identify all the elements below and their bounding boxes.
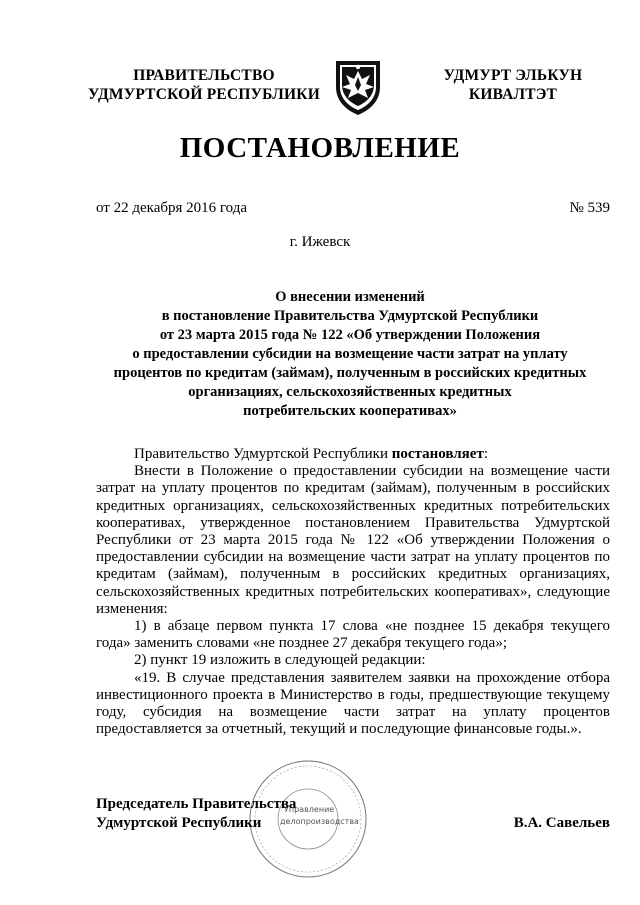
subject-line: в постановление Правительства Удмуртской Республики — [161, 308, 539, 324]
stamp-text-1: Управление — [284, 805, 335, 814]
document-body — [96, 446, 610, 738]
subject-line: организациях, сельскохозяйственных кредитных — [188, 384, 512, 400]
document-city: г. Ижевск — [289, 234, 351, 250]
issuer-udmurt-line-1: УДМУРТ ЭЛЬКУН — [443, 67, 583, 84]
signatory-title-line-2: Удмуртской Республики — [96, 815, 262, 831]
body-paragraph: «19. В случае представления заявителем заявки на прохождение отбора инвестиционного проекта в Министерство в годы, предшествующие текущему году, субсидия на возмещение части затрат на уплату процентов предоставляется за отчетный, текущий и последующие финансовые годы.». — [96, 669, 610, 738]
signatory-title-line-1: Председатель Правительства — [96, 796, 297, 812]
issuer-udmurt-line-2: КИВАЛТЭТ — [468, 86, 558, 103]
issuer-name-russian — [84, 66, 324, 104]
body-paragraph: Внести в Положение о предоставлении субсидии на возмещение части затрат на уплату процентов по кредитам (займам), полученным в российских кредитных организациях, сельскохозяйственных кредитных потребительских кооперативах, утвержденное постановлением Правительства Удмуртской Республики от 23 марта 2015 года № 122 «Об утверждении Положения о предоставлении субсидии на возмещение части затрат на уплату процентов по кредитам (займам), полученным в российских кредитных организациях, сельскохозяйственных кредитных потребительских кооперативах», следующие изменения: — [96, 463, 610, 617]
intro-verb: постановляет — [391, 446, 484, 462]
stamp-text-2: делопроизводства — [280, 817, 359, 826]
issuer-line-2: УДМУРТСКОЙ РЕСПУБЛИКИ — [88, 86, 320, 103]
subject-line: О внесении изменений — [275, 289, 425, 305]
document-title: ПОСТАНОВЛЕНИЕ — [179, 132, 461, 164]
signatory-name: В.А. Савельев — [513, 815, 610, 831]
signatory-title — [96, 795, 296, 833]
subject-line: о предоставлении субсидии на возмещение части затрат на уплату — [132, 346, 568, 362]
document-date: от 22 декабря 2016 года — [96, 200, 248, 216]
body-paragraph: 2) пункт 19 изложить в следующей редакции: — [134, 652, 426, 669]
subject-line: процентов по кредитам (займам), полученным в российских кредитных — [113, 365, 587, 381]
resolution-intro — [96, 446, 610, 463]
document-number: № 539 — [569, 200, 610, 216]
coat-of-arms-icon — [330, 57, 386, 117]
intro-colon: : — [483, 446, 488, 462]
body-paragraph: 1) в абзаце первом пункта 17 слова «не позднее 15 декабря текущего года» заменить словами «не позднее 27 декабря текущего года»; — [96, 618, 610, 652]
issuer-line-1: ПРАВИТЕЛЬСТВО — [133, 67, 275, 84]
intro-text: Правительство Удмуртской Республики — [134, 446, 392, 462]
subject-line: потребительских кооперативах» — [243, 403, 457, 419]
subject-line: от 23 марта 2015 года № 122 «Об утверждении Положения — [159, 327, 541, 343]
document-subject — [60, 288, 640, 421]
issuer-name-udmurt — [418, 66, 608, 104]
